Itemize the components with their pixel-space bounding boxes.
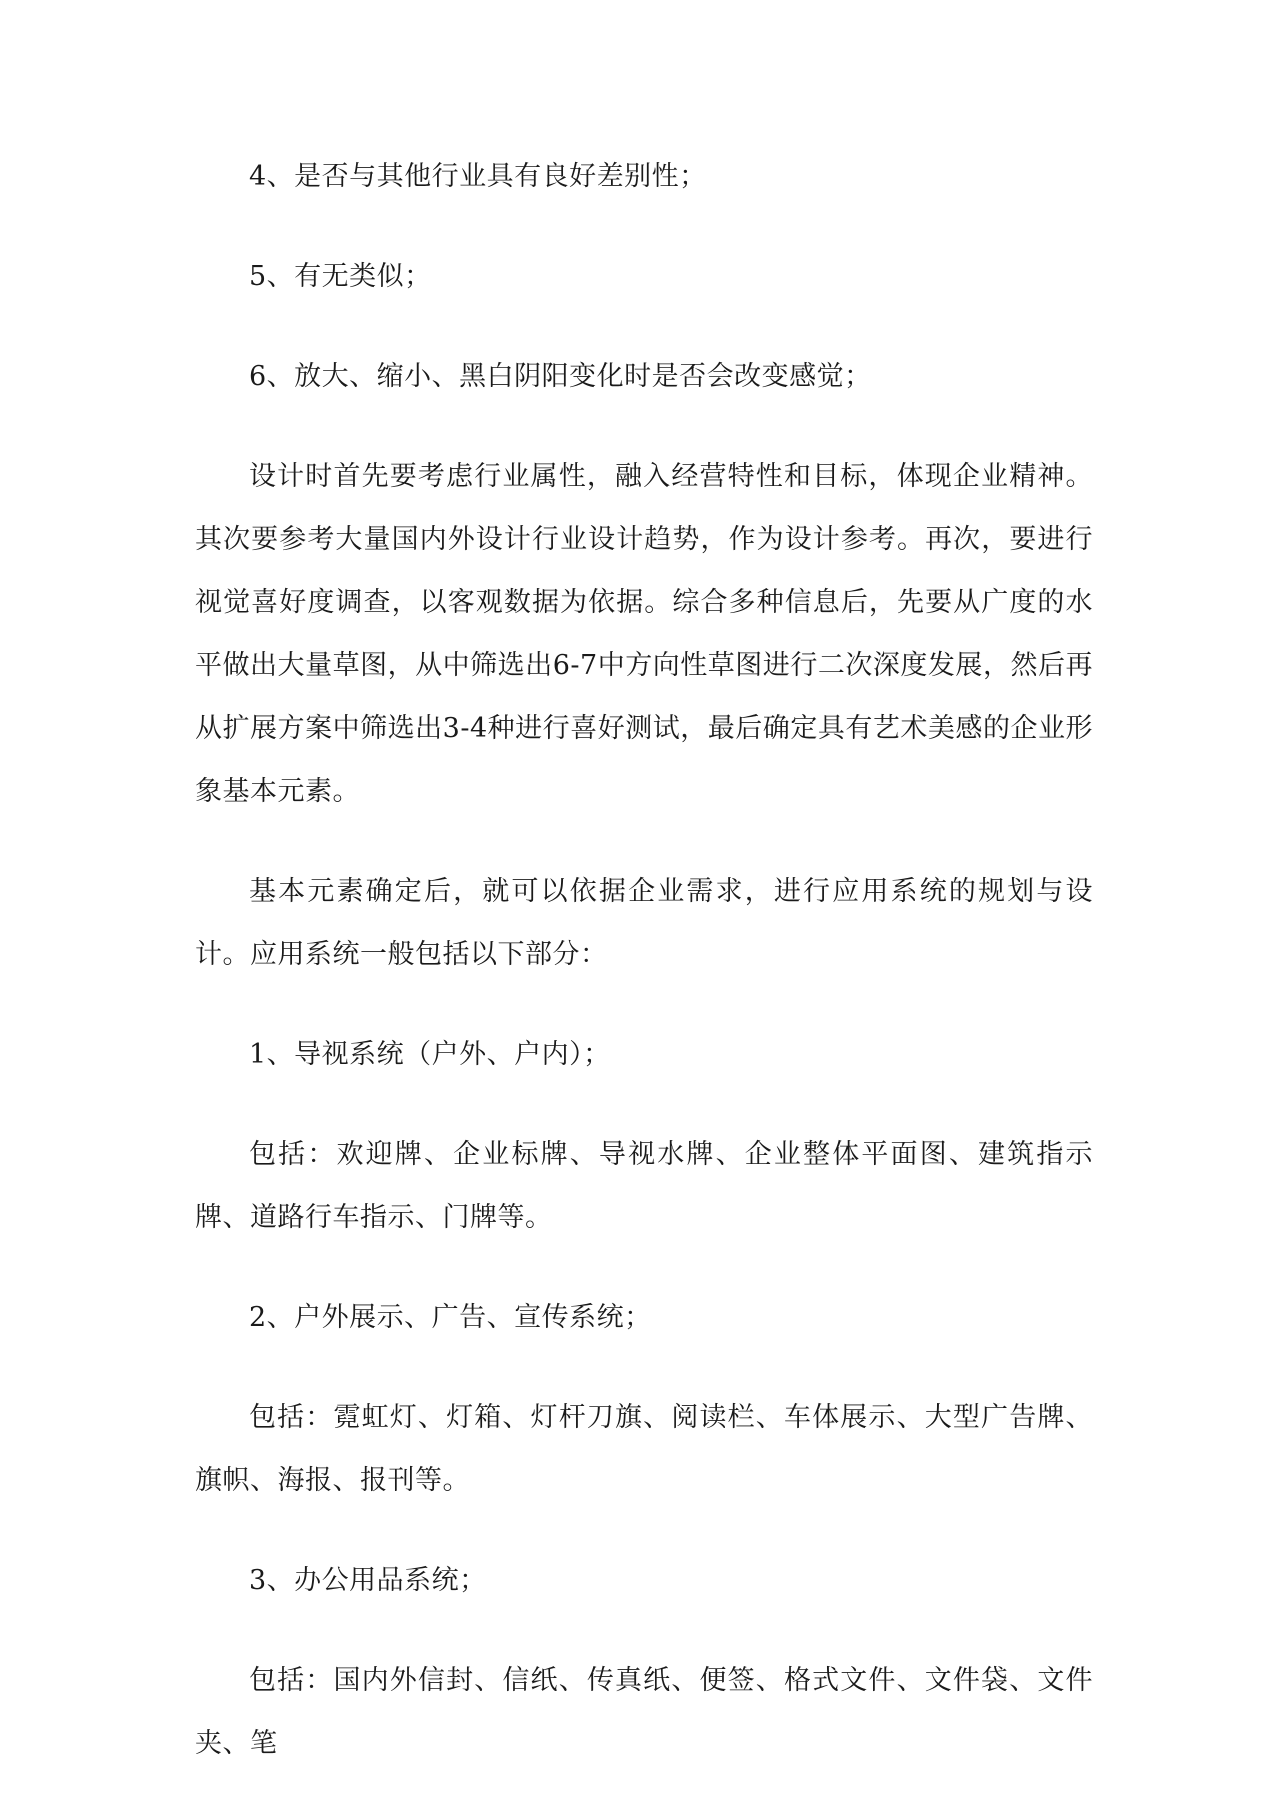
list-item-criterion-5: 5、有无类似； [249,261,432,292]
list-item-outdoor-display-system: 2、户外展示、广告、宣传系统； [249,1302,652,1333]
list-item-criterion-6: 6、放大、缩小、黑白阴阳变化时是否会改变感觉； [249,361,872,392]
paragraph-design-process: 设计时首先要考虑行业属性，融入经营特性和目标，体现企业精神。其次要参考大量国内外设计行业设计趋势，作为设计参考。再次，要进行视觉喜好度调查，以客观数据为依据。综合多种信息后，先要从广度的水平做出大量草图，从中筛选出6-7中方向性草图进行二次深度发展，然后再从扩展方案中筛选出3-4种进行喜好测试，最后确定具有艺术美感的企业形象基本元素。 [195,461,1093,807]
paragraph-outdoor-display-items: 包括：霓虹灯、灯箱、灯杆刀旗、阅读栏、车体展示、大型广告牌、旗帜、海报、报刊等。 [195,1402,1093,1496]
paragraph-guidance-system-items: 包括：欢迎牌、企业标牌、导视水牌、企业整体平面图、建筑指示牌、道路行车指示、门牌等。 [195,1139,1093,1233]
list-item-criterion-4: 4、是否与其他行业具有良好差别性； [249,161,707,192]
paragraph-office-supplies-items: 包括：国内外信封、信纸、传真纸、便签、格式文件、文件袋、文件夹、笔 [195,1665,1093,1759]
document-page [195,145,1093,1812]
list-item-guidance-system: 1、导视系统（户外、户内）； [249,1039,611,1070]
paragraph-application-system-intro: 基本元素确定后，就可以依据企业需求，进行应用系统的规划与设计。应用系统一般包括以下部分： [195,876,1093,970]
list-item-office-supplies-system: 3、办公用品系统； [249,1565,487,1596]
